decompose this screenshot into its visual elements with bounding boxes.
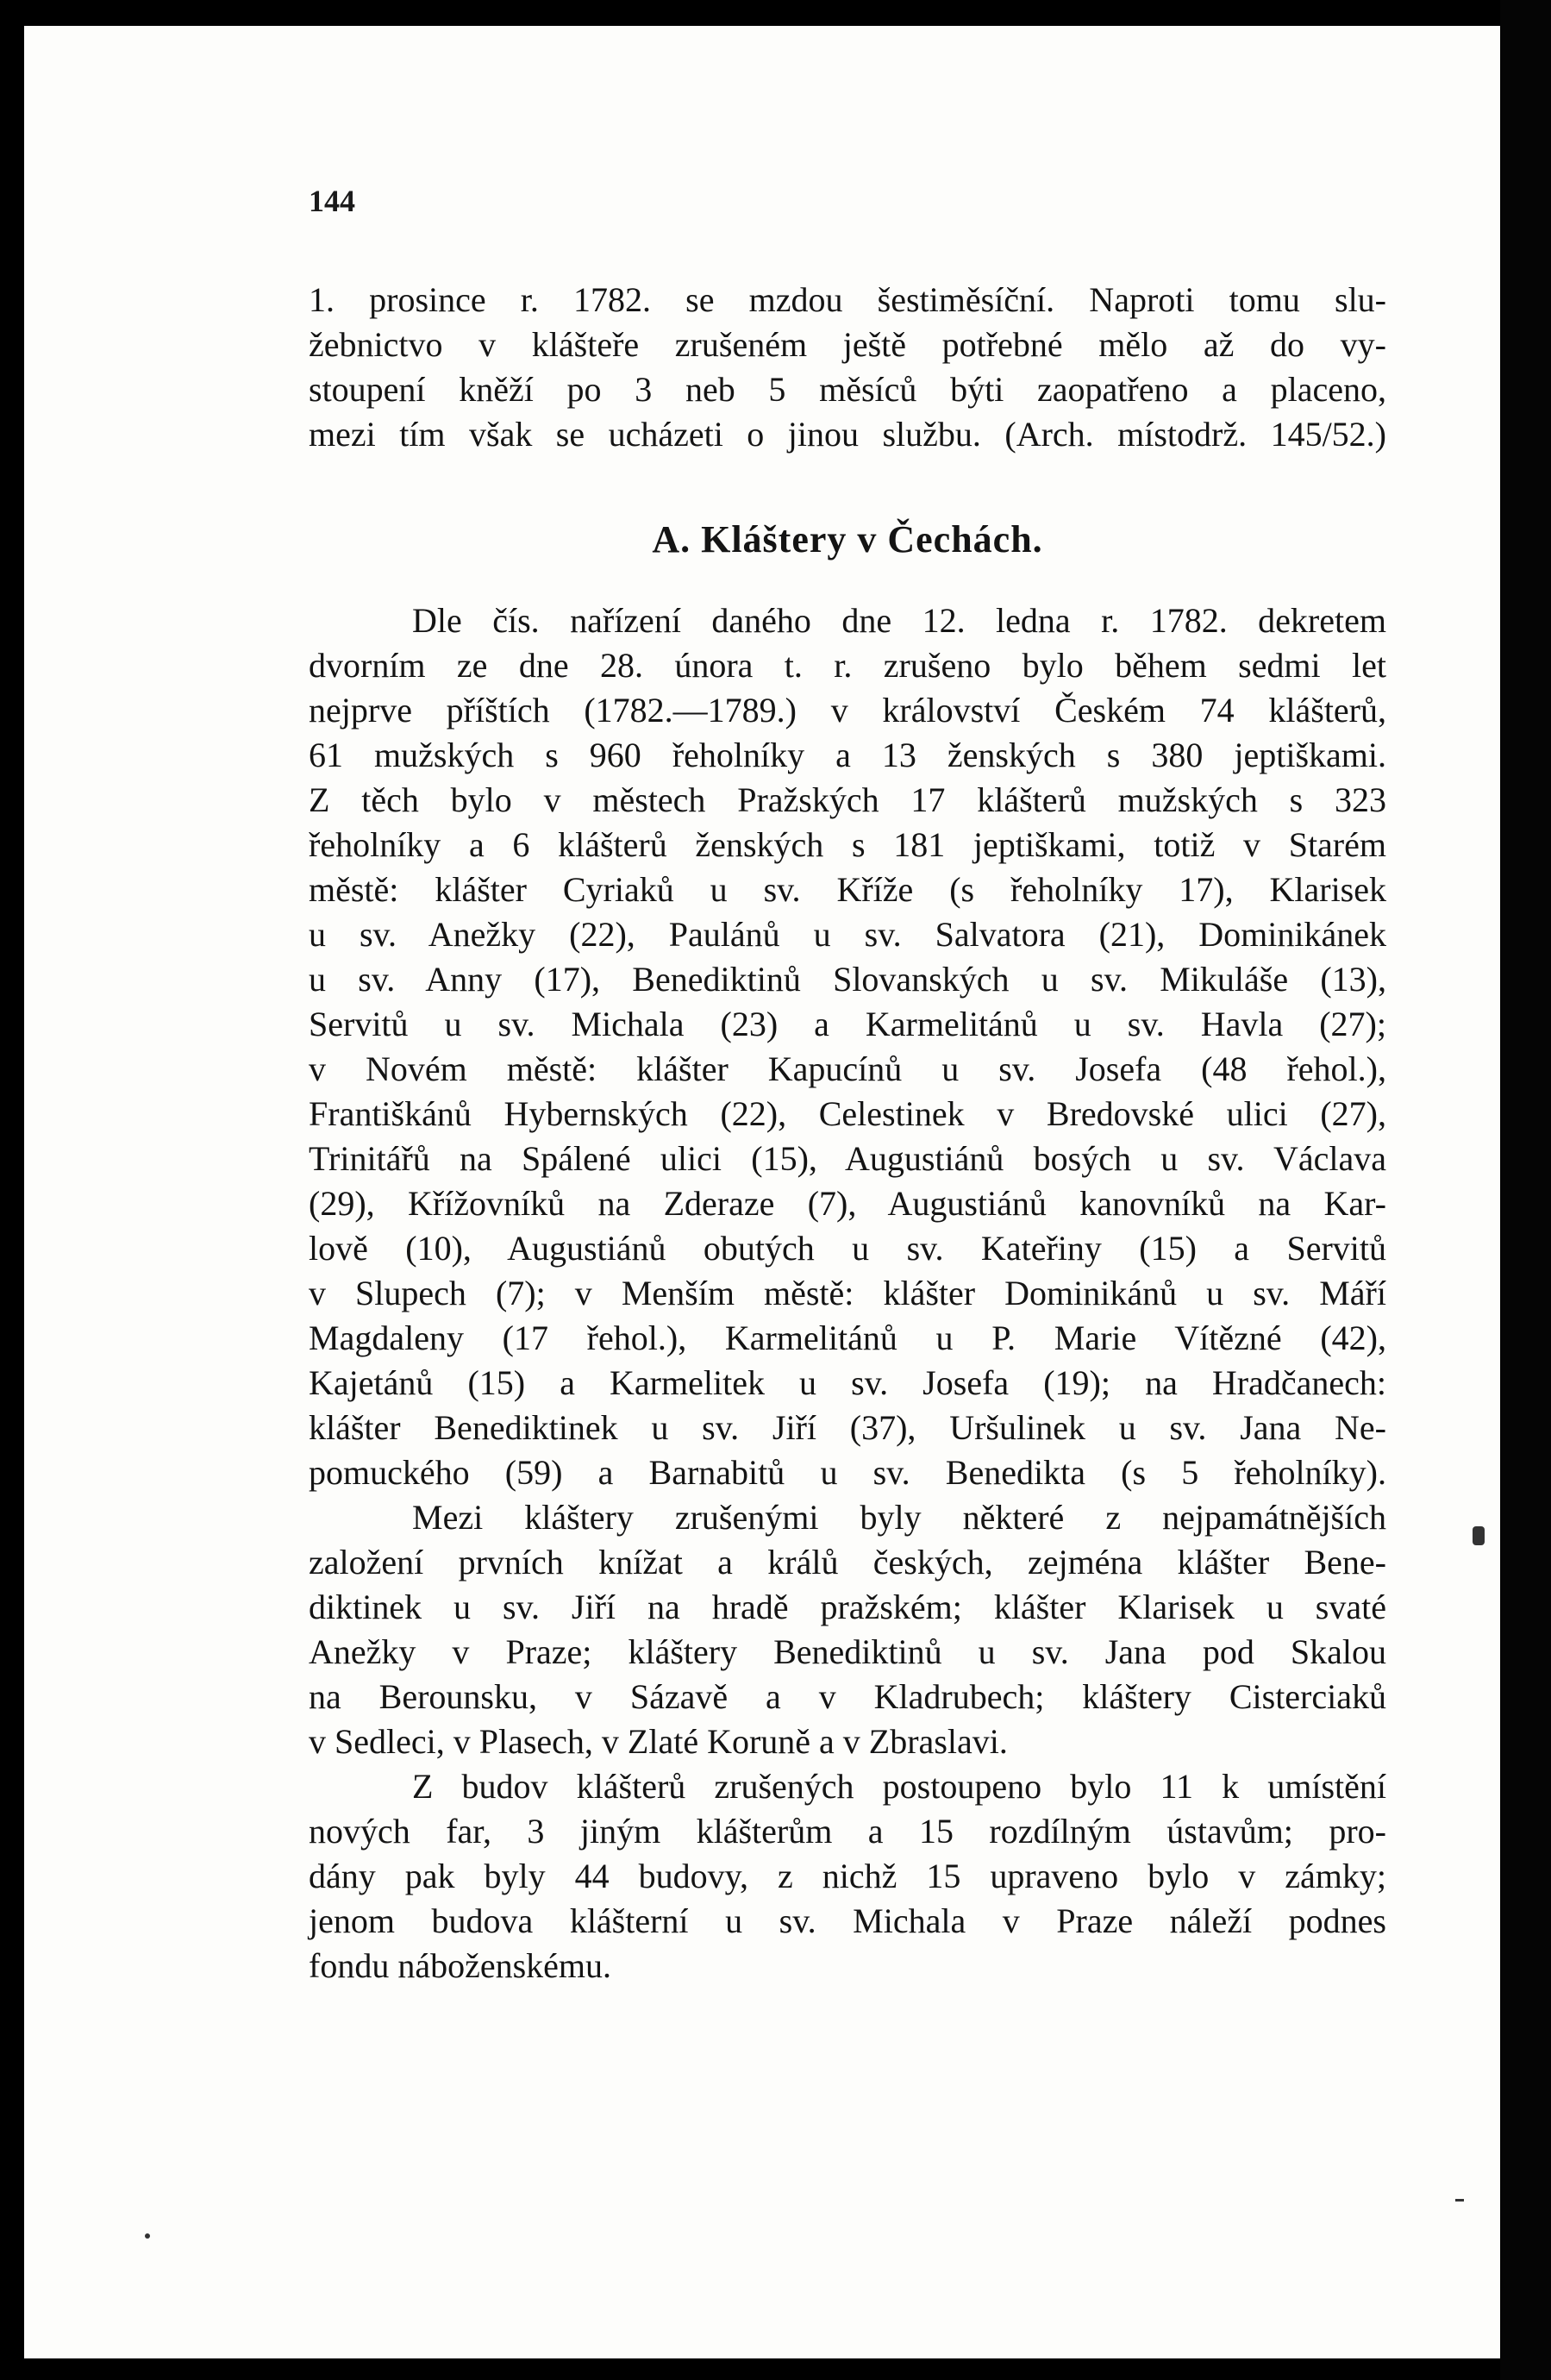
text-line: klášter Benediktinek u sv. Jiří (37), Uršulinek u sv. Jana Ne- xyxy=(309,1408,1386,1447)
text-line: městě: klášter Cyriaků u sv. Kříže (s řeholníky 17), Klarisek xyxy=(309,870,1386,909)
text-line: u sv. Anežky (22), Paulánů u sv. Salvatora (21), Dominikánek xyxy=(309,915,1386,954)
text-line: řeholníky a 6 klášterů ženských s 181 jeptiškami, totiž v Starém xyxy=(309,825,1386,864)
text-line: založení prvních knížat a králů českých, zejména klášter Bene- xyxy=(309,1543,1386,1581)
text-line: v Sedleci, v Plasech, v Zlaté Koruně a v Zbraslavi. xyxy=(309,1722,1008,1761)
text-line: Kajetánů (15) a Karmelitek u sv. Josefa (19); na Hradčanech: xyxy=(309,1363,1386,1402)
scan-speck xyxy=(1473,1526,1485,1545)
text-line: Mezi kláštery zrušenými byly některé z nejpamátnějších xyxy=(412,1498,1386,1537)
text-line: Anežky v Praze; kláštery Benediktinů u sv. Jana pod Skalou xyxy=(309,1632,1386,1671)
text-line: nejprve příštích (1782.—1789.) v království Českém 74 klášterů, xyxy=(309,691,1386,730)
paragraph-1 xyxy=(309,598,1386,1495)
text-line: v Slupech (7); v Menším městě: klášter Dominikánů u sv. Máří xyxy=(309,1274,1386,1312)
text-line: mezi tím však se ucházeti o jinou službu. (Arch. místodrž. 145/52.) xyxy=(309,415,1386,454)
scan-border xyxy=(1500,0,1551,2380)
text-line: u sv. Anny (17), Benediktinů Slovanských u sv. Mikuláše (13), xyxy=(309,960,1386,999)
scan-speck xyxy=(145,2233,150,2239)
text-line: Z budov klášterů zrušených postoupeno bylo 11 k umístění xyxy=(412,1767,1386,1806)
intro-paragraph xyxy=(309,278,1386,457)
section-heading: A. Kláštery v Čechách. xyxy=(652,518,1043,561)
text-line: na Berounsku, v Sázavě a v Kladrubech; kláštery Cisterciaků xyxy=(309,1677,1386,1716)
text-line: dány pak byly 44 budovy, z nichž 15 upraveno bylo v zámky; xyxy=(309,1857,1386,1895)
paragraph-2 xyxy=(309,1495,1386,1764)
text-line: fondu náboženskému. xyxy=(309,1946,612,1985)
text-line: v Novém městě: klášter Kapucínů u sv. Josefa (48 řehol.), xyxy=(309,1049,1386,1088)
text-line: diktinek u sv. Jiří na hradě pražském; klášter Klarisek u svaté xyxy=(309,1588,1386,1626)
text-line: 1. prosince r. 1782. se mzdou šestiměsíční. Naproti tomu slu- xyxy=(309,280,1386,319)
text-line: 61 mužských s 960 řeholníky a 13 ženských s 380 jeptiškami. xyxy=(309,736,1386,774)
text-line: Servitů u sv. Michala (23) a Karmelitánů u sv. Havla (27); xyxy=(309,1005,1386,1043)
text-line: pomuckého (59) a Barnabitů u sv. Benedikta (s 5 řeholníky). xyxy=(309,1453,1386,1492)
page-number: 144 xyxy=(309,184,355,218)
scanned-page xyxy=(24,26,1500,2358)
paragraph-3 xyxy=(309,1764,1386,1989)
text-line: Dle čís. nařízení daného dne 12. ledna r. 1782. dekretem xyxy=(412,601,1386,640)
text-line: Trinitářů na Spálené ulici (15), Augustiánů bosých u sv. Václava xyxy=(309,1139,1386,1178)
text-line: Z těch bylo v městech Pražských 17 klášterů mužských s 323 xyxy=(309,780,1386,819)
text-line: dvorním ze dne 28. února t. r. zrušeno bylo během sedmi let xyxy=(309,646,1386,685)
text-line: (29), Křížovníků na Zderaze (7), Augustiánů kanovníků na Kar- xyxy=(309,1184,1386,1223)
text-line: lově (10), Augustiánů obutých u sv. Kateřiny (15) a Servitů xyxy=(309,1229,1386,1268)
scan-speck xyxy=(1455,2199,1464,2202)
text-line: stoupení kněží po 3 neb 5 měsíců býti zaopatřeno a placeno, xyxy=(309,370,1386,409)
text-line: žebnictvo v klášteře zrušeném ještě potřebné mělo až do vy- xyxy=(309,325,1386,364)
text-line: Františkánů Hybernských (22), Celestinek v Bredovské ulici (27), xyxy=(309,1094,1386,1133)
page-text xyxy=(309,278,1386,1989)
text-line: jenom budova klášterní u sv. Michala v Praze náleží podnes xyxy=(309,1901,1386,1940)
text-line: Magdaleny (17 řehol.), Karmelitánů u P. Marie Vítězné (42), xyxy=(309,1318,1386,1357)
text-line: nových far, 3 jiným klášterům a 15 rozdílným ústavům; pro- xyxy=(309,1812,1386,1851)
